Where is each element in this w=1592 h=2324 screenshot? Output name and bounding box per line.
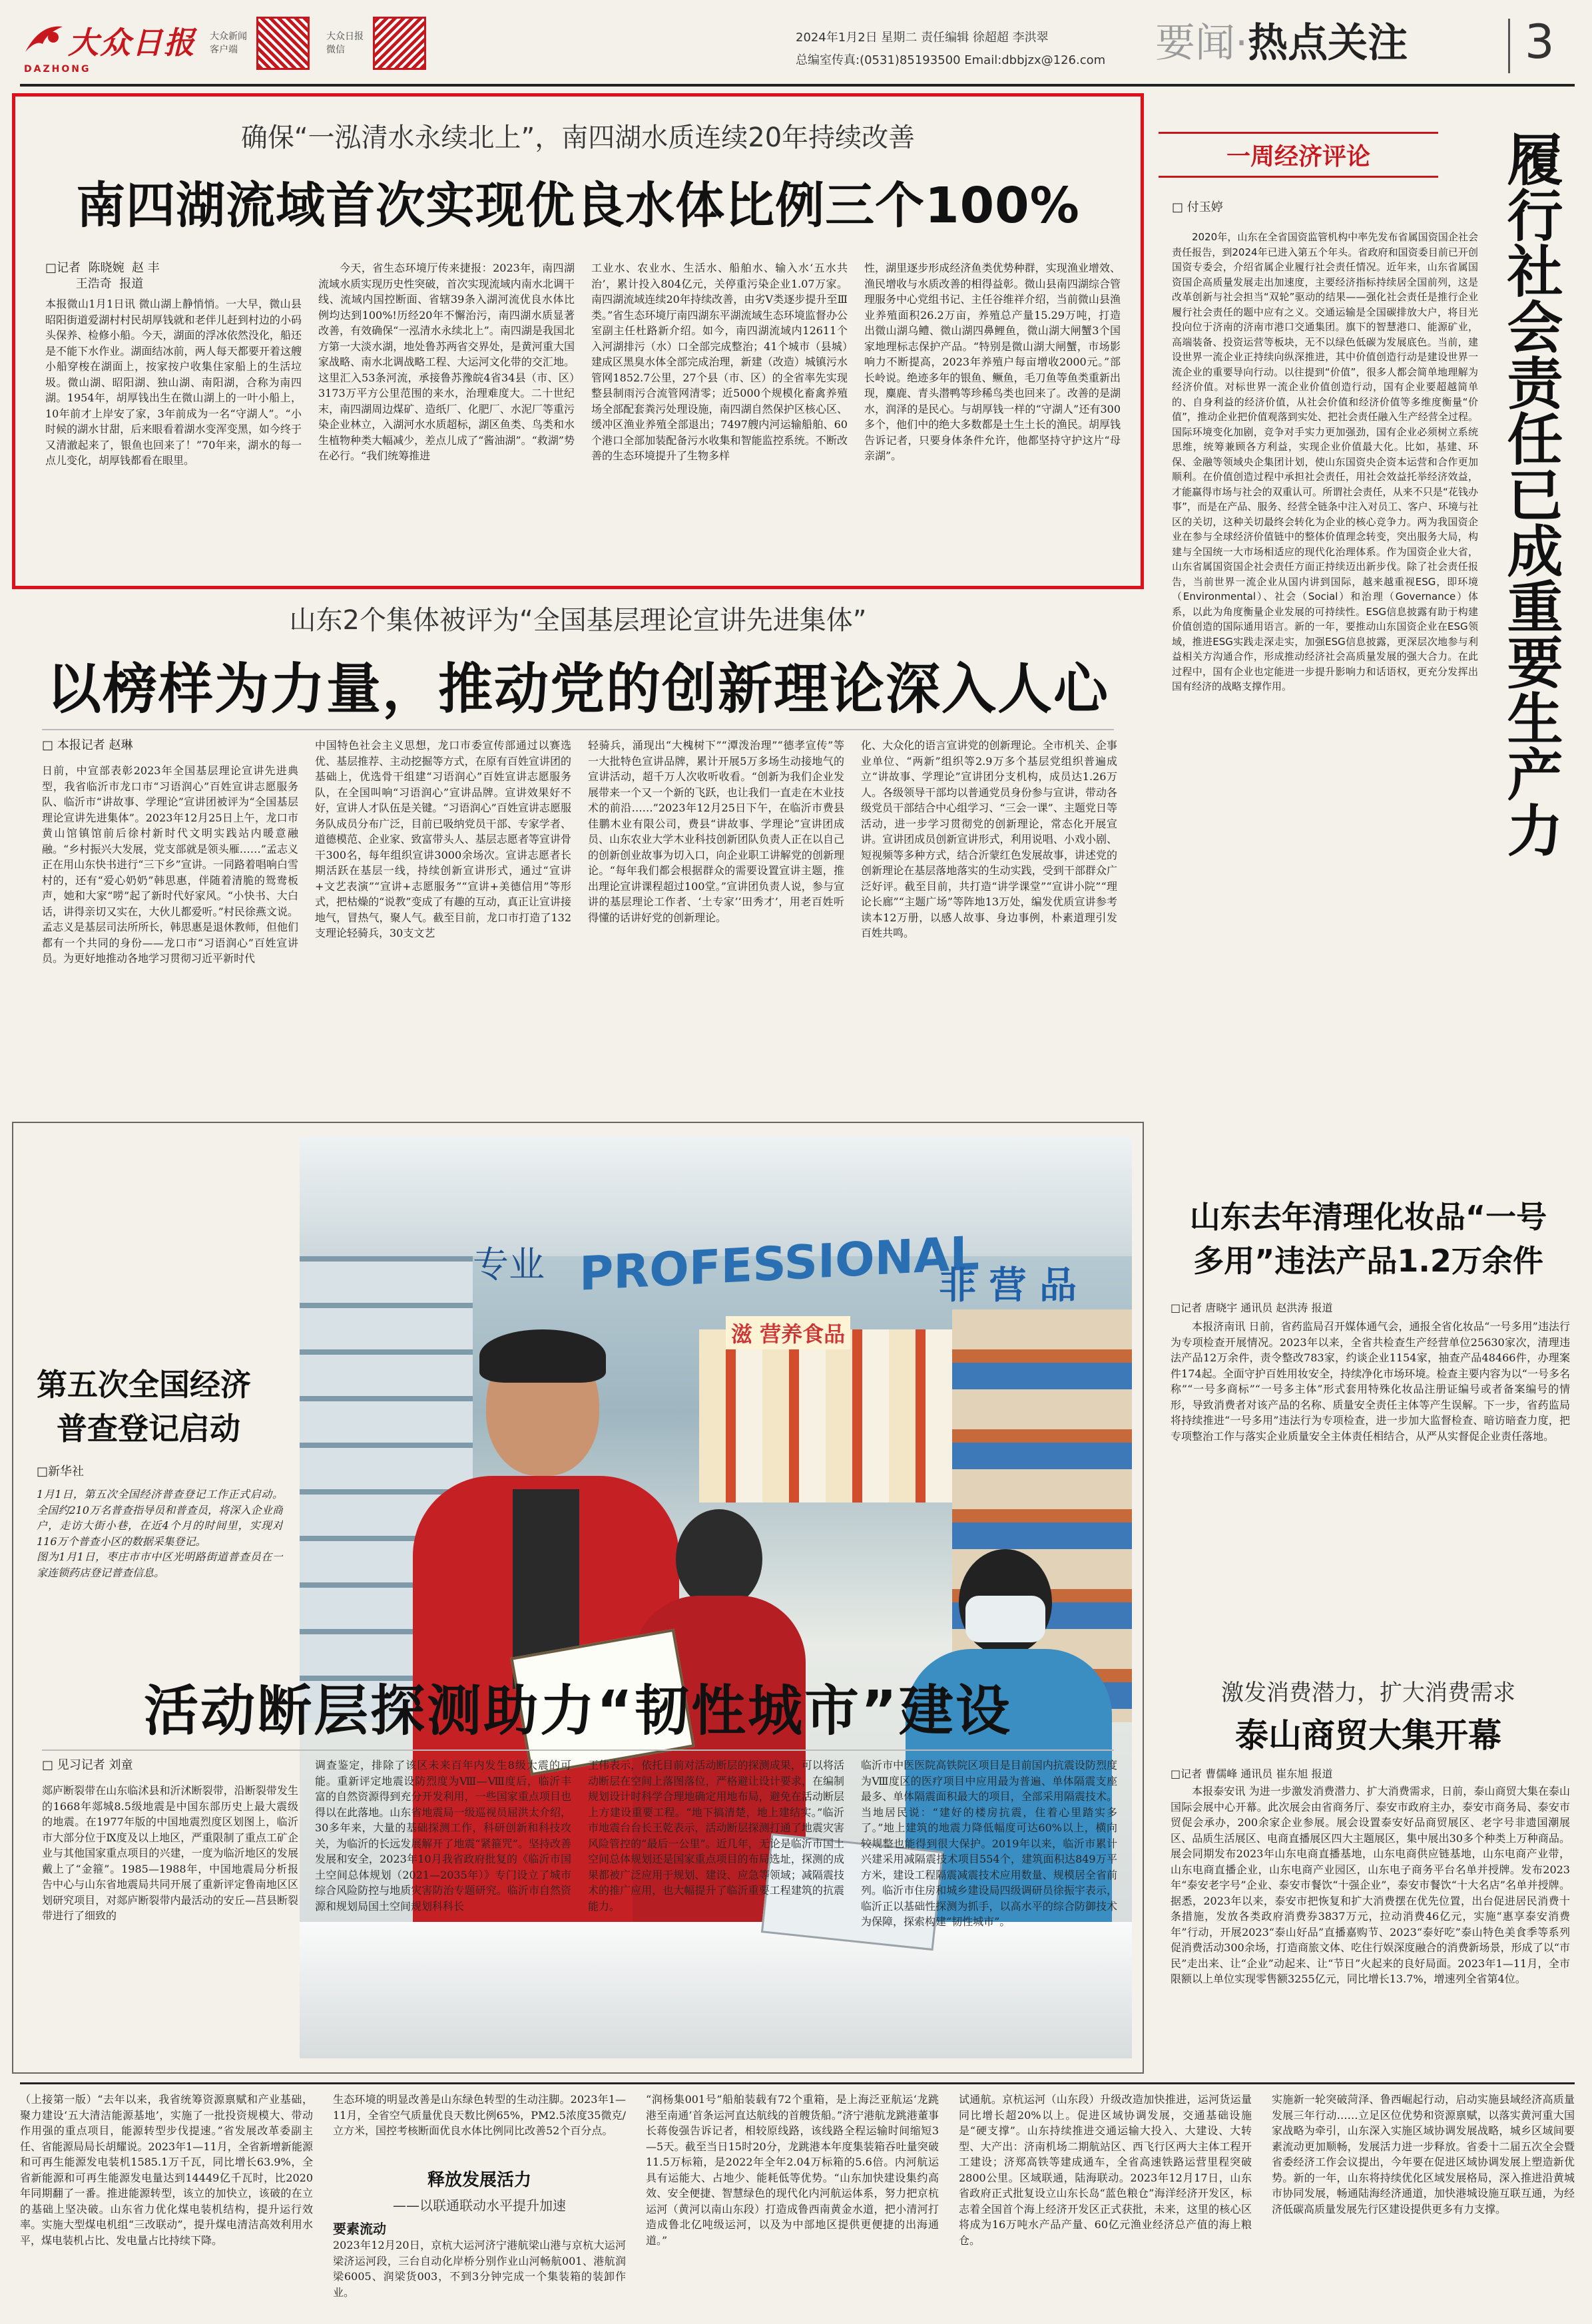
qr-code-app[interactable] bbox=[256, 17, 310, 70]
bottom-rule bbox=[20, 2082, 1575, 2084]
story1-byline: □记者 陈晓婉 赵 丰 王浩奇 报道 bbox=[45, 261, 160, 291]
bottom-col3: “润杨集001号”船舶装载有72个重箱，是上海泛亚航运‘龙跳港至南通’首条运河直达航线的首艘货船。”济宁港航龙跳港董事长蒋俊强告诉记者，相较原线路，该线路全程运输时间缩短3—5天。截至当日15时20分，龙跳港本年度集装箱吞吐量突破11.5万标箱，是2022年全年2.04万标箱的5.6倍。内河航运具有运能大、占地少、能耗低等优势。“山东加快建设集约高效、安全便捷、智慧绿色的现代化内河航运体系，努力把京杭运河（黄河以南山东段）打造成鲁西南黄金水道，把小清河打造成鲁北亿吨级运河，以及为中部地区提供更便捷的出海通道。” bbox=[646, 2093, 939, 2247]
story2-col1: 日前，中宣部表彰2023年全国基层理论宣讲先进典型，我省临沂市龙口市“习语润心”百姓宣讲志愿服务队、临沂市“讲故事、学理论”宣讲团被评为“全国基层理论宣讲先进集体”。2023年12月25日上午，龙口市黄山馆镇馆前后徐村新时代文明实践站内暖意融融。“乡村振兴大发展，党支部就是领头雁……”孟志义正在用山东快书进行“三下乡”宣讲。一同路着唱响白雪村的，还有“爱心奶奶”韩思惠，伴随着清脆的鸳鸯板声，她和大家“唠”起了新时代好家风。“小快书、大白话，讲得亲切又实在，大伙儿都爱听。”村民徐燕文说。孟志义是基层司法所所长，韩思惠是退休教师，但他们都有一个共同的身份——龙口市“习语润心”百姓宣讲员。为更好地推动各地学习贯彻习近平新时代 bbox=[42, 764, 298, 965]
census-byline: □新华社 bbox=[37, 1465, 85, 1479]
qr2-label: 大众日报微信 bbox=[326, 31, 364, 55]
story-nansi-lake bbox=[12, 93, 1144, 589]
ceiling bbox=[300, 1136, 1132, 1256]
census-headline-l1[interactable]: 第五次全国经济 bbox=[37, 1367, 251, 1403]
census-headline-l2[interactable]: 普查登记启动 bbox=[57, 1411, 240, 1447]
date-line: 2024年1月2日 星期二 责任编辑 徐超超 李洪翠 bbox=[796, 31, 1049, 45]
section-light: 要闻 bbox=[1155, 20, 1235, 67]
story1-col3: 工业水、农业水、生活水、船舶水、输入水‘五水共治’，累计投入804亿元，关停重污染企业1.07万家。南四湖流域连续20年持续改善，由劣Ⅴ类逐步提升至Ⅲ类。”省生态环境厅南四湖东平湖流域生态环境监督办公室副主任杜路新介绍。如今，南四湖流域内12611个入河湖排污（水）口全部完成整治；41个城市（县城）建成区黑臭水体全部完成治理，新建（改造）城镇污水管网1852.7公里，27个县（市、区）的全省率先实现整县制雨污合流管网清零；近5000个规模化畜禽养殖场全部配套粪污处理设施，南四湖自然保护区核心区、缓冲区渔业养殖全部退出；7497艘内河运输船舶、60个港口全部加装配备污水收集和智能监控系统。不断改善的生态环境提升了生物多样 bbox=[591, 262, 848, 462]
poster-text: 专业 bbox=[473, 1244, 545, 1285]
story2-col4: 化、大众化的语言宣讲党的创新理论。全市机关、企事业单位、“两新”组织等2.9万多个基层党组织普遍成立“讲故事、学理论”宣讲团分支机构，成员达1.26万人。各级领导干部均以普通党员身份参与宣讲，带动各级党员干部结合中心组学习、“三会一课”、主题党日等活动，进一步学习贯彻党的创新理论，常态化开展宣讲。宣讲团成员创新宣讲形式，利用说唱、小戏小剧、短视频等多种方式，结合沂蒙红色发展故事，讲述党的创新理论在基层落地落实的生动实践，受到干部群众广泛好评。截至目前，共打造“讲学课堂”“宣讲小院”“理论长廊”“主题广场”等阵地13万处，编发优质宣讲参考读本12万册，以感人故事、身边事例，朴素道理引发百姓共鸣。 bbox=[861, 739, 1117, 939]
qr1-label: 大众新闻客户端 bbox=[210, 31, 247, 55]
logo[interactable] bbox=[20, 15, 196, 75]
section-bold: 热点关注 bbox=[1248, 20, 1408, 67]
story-cosmetics bbox=[1159, 1195, 1578, 1674]
bottom-col1: （上接第一版）“去年以来，我省统筹资源禀赋和产业基础，聚力建设‘五大清洁能源基地’，实施了一批投资规模大、带动作用强的重点项目，能源转型步伐提速。”省发展改革委副主任、省能源局局长胡耀说。2023年1—11月，全省新增新能源和可再生能源发电装机1585.1万千瓦，同比增长63.9%，全省新能源和可再生能源发电量达到14449亿千瓦时，比2020年同期翻了一番。推进能源转型，该立的加快立，该破的在立的基础上坚决破。山东省力优化煤电装机结构，提升运行效率。实施大型煤电机组“三改联动”，提升煤电清洁高效利用水平，煤电装机占比、发电量占比持续下降。 bbox=[20, 2093, 313, 2247]
bottom-col2 bbox=[333, 2092, 626, 2311]
section-dot: · bbox=[1235, 20, 1248, 67]
column-tag: 一周经济评论 bbox=[1159, 132, 1438, 178]
shelf-sign: 非 营 品 bbox=[939, 1264, 1077, 1307]
fair-headline[interactable]: 泰山商贸大集开幕 bbox=[1235, 1716, 1501, 1755]
fair-kicker: 激发消费潜力，扩大消费需求 bbox=[1221, 1680, 1515, 1706]
cosmetics-body: 本报济南讯 日前，省药监局召开媒体通气会，通报全省化妆品“一号多用”违法行为专项检查开展情况。2023年以来，全省共检查生产经营单位25630家次，清理违法产品12万余件，责令整改783家，约谈企业1154家，抽查产品48466件，办理案件174起。全面守护百姓用妆安全，持续净化市场环境。检查主要内容为以“一号多名称”“一号多商标”“一号多主体”形式套用特殊化妆品注册证编号或者备案编号的情形，导致消费者对该产品的名称、质量安全责任主体等产生误解。下一步，省药监局将持续推进“一号多用”违法行为专项检查，进一步加大监督检查、暗访暗查力度，把专项整治工作与落实企业质量安全主体责任相结合，从严从实督促企业责任落地。 bbox=[1171, 1320, 1570, 1443]
fair-body: 本报泰安讯 为进一步激发消费潜力、扩大消费需求，日前，泰山商贸大集在泰山国际会展中心开幕。此次展会由省商务厅、泰安市政府主办，泰安市商务局、泰安市贸促会承办，200余家企业参展。展会设置泰安好品商贸展区、老字号非遗国潮展区、品质生活展区、电商直播展区四大主题展区，集中展出30多个种类上万种商品。展会同期发布2023年山东电商直播基地，山东电商供应链基地，山东电商产业带，山东电商直播企业，山东电商产业园区，山东电子商务平台名单并授牌。发布2023年“泰安老字号”企业、泰安市餐饮“十强企业”，泰安市餐饮“十大名店”名单并授牌。据悉，2023年以来，泰安市把恢复和扩大消费摆在优先位置，出台促进居民消费十条措施，发放各类政府消费券3837万元，拉动消费46亿元，实施“惠享泰安消费年”行动，开展2023“泰山好品”直播嘉购节、2023“泰好吃”泰山特色美食季等系列促消费活动300余场，打造商旅文体、吃住行娱深度融合的消费新场景，形成了以“市民”走出来、让“企业”动起来、让“节日”火起来的良好局面。2023年1—11月，全市限额以上单位实现零售额3255亿元，同比增长13.7%，增速列全省第4位。 bbox=[1171, 1785, 1570, 1985]
story1-headline[interactable]: 南四湖流域首次实现优良水体比例三个100% bbox=[76, 177, 1080, 234]
story4-byline: □ 见习记者 刘童 bbox=[42, 1758, 133, 1772]
story2-byline: □ 本报记者 赵琳 bbox=[42, 738, 133, 752]
story4-col2: 调查鉴定，排除了该区未来百年内发生8级大震的可能。重新评定地震设防烈度为Ⅷ—Ⅷ度后，临沂丰富的自然资源得到充分开发利用，一些国家重点项目也得以在此落地。山东省地震局一级巡视员屈洪太介绍，30多年来，大量的基础探测工作，科研创新和科技攻关，为临沂的长远发展解开了地震“紧箍咒”。坚持改善发展和安全，2023年10月我省政府批复的《临沂市国土空间总体规划（2021—2035年）》专门设立了城市综合风险防控与地质灾害防治专题研究。临沂市自然资源和规划局国土空间规划科科长 bbox=[315, 1759, 571, 1913]
bottom-col4: 试通航。京杭运河（山东段）升级改造加快推进，运河货运量同比增长超20%以上。促进区域协调发展，交通基础设施是“硬支撑”。山东持续推进交通运输大投入、大建设、大转型、大产出：济南机场二期航站区、西飞行区两大主体工程开工建设；济郑高铁等建成通车，全省高速铁路运营里程突破2800公里。区域联通，陆海联动。2023年12月17日，山东省政府正式批复设立山东长岛“蓝色粮仓”海洋经济开发区，标志着全国首个海上经济开发区正式获批，未来，这里的核心区将成为16万吨水产品产量、60亿元渔业经济总产值的海上粮仓。 bbox=[959, 2093, 1252, 2247]
story-theory-preaching bbox=[12, 592, 1144, 1118]
story4-headline[interactable]: 活动断层探测助力“韧性城市”建设 bbox=[144, 1680, 1012, 1743]
logo-emblem-icon bbox=[20, 17, 67, 64]
story4-col3: 王伟表示，依托目前对活动断层的探测成果，可以将活动断层在空间上落图落位，严格避让设计要求，在编制规划设计时科学合理地确定用地布局，避免在活动断层上方建设重要工程。“地下搞清楚，地上建结实。”临沂市地震台台长王乾表示，活动断层探测打通了地震灾害风险管控的“最后一公里”。近几年，无论是临沂市国土空间总体规划还是国家重点项目的布局选址，探测的成果都被广泛应用于规划、建设、应急等领域；减隔震技术的推广应用，也大幅提升了临沂重要工程建筑的抗震能力。 bbox=[588, 1759, 844, 1913]
story2-col2: 中国特色社会主义思想，龙口市委宣传部通过以赛选优、基层推荐、主动挖掘等方式，在原有百姓宣讲团的基础上，优选骨干组建“习语润心”百姓宣讲志愿服务队，在全国叫响“习语润心”宣讲品牌。宣讲效果好不好，宣讲人才队伍是关键。“习语润心”百姓宣讲志愿服务队成员分布广泛，目前已吸纳党员干部、专家学者、道德模范、企业家、致富带头人、基层志愿者等宣讲骨干300名，每年组织宣讲3000余场次。宣讲志愿者长期活跃在基层一线，持续创新宣讲形式，通过“宣讲+文艺表演”“宣讲+志愿服务”“宣讲+美德信用”等形式，把枯燥的“说教”变成了有趣的互动，真正让宣讲接地气，冒热气，聚人气。截至目前，龙口市打造了132支理论轻骑兵，30支文艺 bbox=[315, 739, 571, 939]
page-number: 3 bbox=[1525, 15, 1555, 69]
story1-col1: 本报微山1月1日讯 微山湖上静悄悄。一大早，微山县昭阳街道爱湖村村民胡厚钱就和老伴儿赶到村边的小码头保养、检修小船。今天，湖面的浮冰依然没化，船还是不能下水作业。湖面结冰前，两人每天都要开着这艘小船穿梭在湖面上，按家按户收集住家船上的生活垃圾。微山湖、昭阳湖、独山湖、南阳湖，合称为南四湖。1954年，胡厚钱出生在微山湖上的一叶小船上，10年前才上岸安了家，3年前成为一名“守湖人”。“小时候的湖水甘甜，后来眼看着湖水变浑变黑，如今终于又清澈起来了，银鱼也回来了！”70年来，湖水的每一点儿变化，胡厚钱都看在眼里。 bbox=[45, 298, 302, 467]
bottom-col2b-text: 2023年12月20日，京杭大运河济宁港航梁山港与京杭大运河梁济运河段，三台自动化岸桥分别作业山河畅航001、港航润梁6005、润梁货003，不到3分钟完成一个集装箱的装卸作业。 bbox=[333, 2239, 626, 2299]
bottom-col2-head: 释放发展活力 bbox=[427, 2170, 531, 2190]
bottom-col2-sub: ——以联通联动水平提升加速 bbox=[393, 2198, 566, 2213]
mid-shelf bbox=[699, 1329, 952, 1503]
story1-col2: 今天，省生态环境厅传来捷报：2023年，南四湖流域水质实现历史性突破，首次实现流域内南水北调干线、流域内国控断面、省辖39条入湖河流优良水体比例均达到100%!历经20年不懈治污，南四湖水质显著改善，有效确保“一泓清水永续北上”。南四湖是我国北方第一大淡水湖，地处鲁苏两省交界处，是黄河重大国家战略、南水北调战略工程、大运河文化带的交汇地。这里汇入53条河流，承接鲁苏豫皖4省34县（市、区）3173万平方公里范围的来水，治理难度大。二十世纪末，南四湖周边煤矿、造纸厂、化肥厂、水泥厂等重污染企业林立，入湖河水水质超标，湖区鱼类、鸟类和水生植物种类大幅减少，差点儿成了“酱油湖”。“救湖”势在必行。“我们统筹推进 bbox=[318, 262, 575, 462]
page-divider bbox=[1508, 19, 1510, 73]
commentary-body-wide bbox=[1172, 959, 1571, 1172]
cosmetics-headline-l1[interactable]: 山东去年清理化妆品“一号 bbox=[1189, 1199, 1547, 1235]
commentary-headline[interactable]: 履行社会责任已成重要生产力 bbox=[1498, 130, 1563, 857]
logo-sub: DAZHONG bbox=[24, 64, 91, 75]
story4-col1: 郯庐断裂带在山东临沭县和沂沭断裂带，沿断裂带发生的1668年郯城8.5级地震是中国东部历史上最大震级的地震。在1977年版的中国地震烈度区划图上，临沂市大部分位于Ⅸ度及以上地区，严重限制了重点工矿企业与其他国家重点项目的兴建，一度为临沂地区的发展戴上了“金箍”。1985—1988年，中国地震局分析报告中心与山东省地震局共同开展了重新评定鲁南地区区划研究项目，对郯庐断裂带内最活动的安丘—莒县断裂带进行了细致的 bbox=[42, 1784, 298, 1922]
story4-col4: 临沂市中医医院高铁院区项目是目前国内抗震设防烈度为Ⅷ度区的医疗项目中应用最为普遍、单体隔震支座最多、单体隔震面积最大的项目，全部采用隔震技术。当地居民说：“建好的楼房抗震，住着心里踏实多了。”地上建筑的地震力降低幅度可达60%以上，横向较规整也能得到很大保护。2019年以来，临沂市累计兴建采用减隔震技术项目554个，建筑面积达849万平方米，建设工程隔震减震技术应用数量、规模居全省前列。临沂市住房和城乡建设局四级调研员徐振宇表示，临沂正以基础性探测为抓手，以高水平的综合防御技术为保障，探索构建“韧性城市”。 bbox=[861, 1759, 1117, 1928]
section-title bbox=[1155, 20, 1408, 67]
contact-line: 总编室传真:(0531)85193500 Email:dbbjzx@126.com bbox=[796, 53, 1106, 67]
story1-col4: 性，湖里逐步形成经济鱼类优势种群，实现渔业增效、渔民增收与水质改善的相得益彰。微山县南四湖综合管理服务中心党组书记、主任谷维祥介绍，当前微山县渔业养殖面积26.2万亩，养殖总产量15.29万吨，打造出微山湖乌鳢、微山湖四鼻鲤鱼，微山湖大闸蟹3个国家地理标志保护产品。“特别是微山湖大闸蟹，市场影响力不断提高，2023年养殖户每亩增收2000元。”部长岭说。绝迹多年的银鱼、鳜鱼，毛刀鱼等鱼类重新出现，麋鹿、青头潜鸭等珍稀鸟类也回来了。改善的是湖水，润泽的是民心。与胡厚钱一样的“守湖人”还有300多个，他们中的绝大多数都是土生土长的渔民。胡厚钱告诉记者，只要身体条件允许，他都坚持守护这片“母亲湖”。 bbox=[864, 262, 1121, 462]
commentary-byline: □ 付玉婷 bbox=[1172, 200, 1223, 214]
store-sign: PROFESSIONAL bbox=[579, 1226, 979, 1301]
masthead bbox=[0, 0, 1592, 87]
fair-byline: □记者 曹儒峰 通讯员 崔东旭 报道 bbox=[1171, 1767, 1333, 1780]
cosmetics-headline-l2[interactable]: 多用”违法产品1.2万余件 bbox=[1193, 1243, 1543, 1279]
logo-text: 大众日报 bbox=[68, 25, 196, 61]
commentary bbox=[1159, 93, 1578, 1185]
bottom-col2-tag: 要素流动 bbox=[333, 2221, 386, 2237]
box-label: 滋 营养食品 bbox=[726, 1316, 850, 1349]
census-body: 1月1日，第五次全国经济普查登记工作正式启动。全国约210万名普查指导员和普查员，将深入企业商户，走访大街小巷，在近4个月的时间里，实现对116万个普查小区的数据采集登记。 图为1月1日，枣庄市市中区光明路街道普查员在一家连锁药店登记普查信息。 bbox=[37, 1488, 283, 1579]
commentary-body: 2020年，山东在全省国资监管机构中率先发布省属国资国企社会责任报告，到2024年已进入第五个年头。省政府和国资委目前已开创国资专委会，介绍省属企业履行社会责任情况。近年来，山东省属国资国企高质量发展走出加速度，主要经济指标持续居全国前列，这是改革创新与社会担当“双轮”驱动的结果——强化社会责任是推行企业履行社会责任的题中应有之义。交通运输是全国碳排放大户，将目光投向位于济南的济南市港口交通集团。旗下的智慧港口、能源矿业，高端装备、投资运营等板块，无不以绿色低碳为发展底色。当前，建设世界一流企业正持续向纵深推进，其中价值创造行动是建设世界一流企业的重要导向行动。以往提到“价值”，很多人都会简单地理解为经济价值。对标世界一流企业价值创造行动，国有企业要超越简单的、自身利益的经济价值，从社会价值和经济价值等多维度衡量“价值”，推动企业把价值观落到实处、把社会责任融入生产经营全过程。国际环境变化加剧，竞争对手实力更加强劲，国有企业必须树立系统思维，统筹兼顾各方利益，实现企业价值最大化。比如，基建、环保、金融等领域央企集团计划，使山东国资央企资本运营和合作更加顺利。在价值创造过程中承担社会责任，用社会效益托举经济效益，才能赢得市场与社会的双重认可。所谓社会责任，从来不只是“花钱办事”，而是在产品、服务、经营全链条中注入对员工、客户、环境与社区的关切，这种关切最终会转化为企业的核心竞争力。两为我国资企业在参与全球经济价值链中的整体价值理念转变，突出服务大局，构建与全国统一大市场相适应的现代化治理体系。作为国资企业大省，山东省属国资国企社会责任方面正持续迈出新步伐。除了社会责任报告，当前世界一流企业从国内讲到国际，越来越重视ESG，即环境（Environmental）、社会（Social）和治理（Governance）体系，以此为角度衡量企业发展的可持续性。ESG信息披露有助于构建价值创造的国际通用语言。新的一年，要推动山东国资企业在ESG领域，推进ESG实践走深走实，加强ESG信息披露，更深层次地参与利益相关方沟通合作，形成推动经济社会高质量发展的强大合力。在此过程中，国有企业也定能进一步提升影响力和话语权，更充分发挥出国有经济的战略支撑作用。 bbox=[1172, 231, 1478, 692]
story-taishan-fair bbox=[1159, 1674, 1578, 2074]
masthead-rule bbox=[20, 84, 1575, 87]
qr-code-wechat[interactable] bbox=[373, 17, 426, 70]
story2-col3: 轻骑兵，涌现出“大槐树下”“潭泼治理”“德孝宣传”等一大批特色宣讲品牌，累计开展5万多场生动接地气的宣讲活动，超千万人次收听收看。“创新为我们企业发展带来一个又一个新的飞跃，也让我们一直走在木业技术的前沿……”2023年12月25日下午，在临沂市费县佳鹏木业有限公司，费县“讲故事、学理论”宣讲团成员、山东农业大学木业科技创新团队负责人正在以自己的创新创业故事为切入口，向企业职工讲解党的创新理论。“每年我们都会根据群众的需要设置宣讲主题，推出理论宣讲课程超过100堂。”宣讲团负责人说，参与宣讲的基层理论工作者、‘土专家’‘田秀才’，用老百姓听得懂的话讲好党的创新理论。 bbox=[588, 739, 844, 924]
story4-rule bbox=[42, 1749, 1114, 1751]
story2-rule bbox=[42, 729, 1114, 730]
bottom-col2-text: 生态环境的明显改善是山东绿色转型的生动注脚。2023年1—11月，全省空气质量优良天数比例65%，PM2.5浓度35微克/立方米，国控考核断面优良水体比例同比改善52个百分点。 bbox=[333, 2093, 626, 2137]
story1-kicker: 确保“一泓清水永续北上”，南四湖水质连续20年持续改善 bbox=[240, 122, 916, 153]
story2-headline[interactable]: 以榜样为力量，推动党的创新理论深入人心 bbox=[46, 658, 1109, 721]
story2-kicker: 山东2个集体被评为“全国基层理论宣讲先进集体” bbox=[289, 605, 867, 636]
cosmetics-byline: □记者 唐晓宇 通讯员 赵洪涛 报道 bbox=[1171, 1301, 1333, 1314]
bottom-col5: 实施新一轮突破菏泽、鲁西崛起行动，启动实施县域经济高质量发展三年行动……立足区位优势和资源禀赋，以落实黄河重大国家战略为牵引，山东深入实施区域协调发展战略，城乡区域间要素流动更加顺畅，发展活力进一步释放。省委十二届五次全会暨省委经济工作会议提出，今年要在促进区域协调发展上塑造新优势。新的一年，山东将持续优化区域发展格局，深入推进沿黄城市协同发展，畅通陆海经济通道，加快港城设施互联互通，为经济低碳高质量发展先行区建设提供更多有力支撑。 bbox=[1272, 2093, 1575, 2215]
